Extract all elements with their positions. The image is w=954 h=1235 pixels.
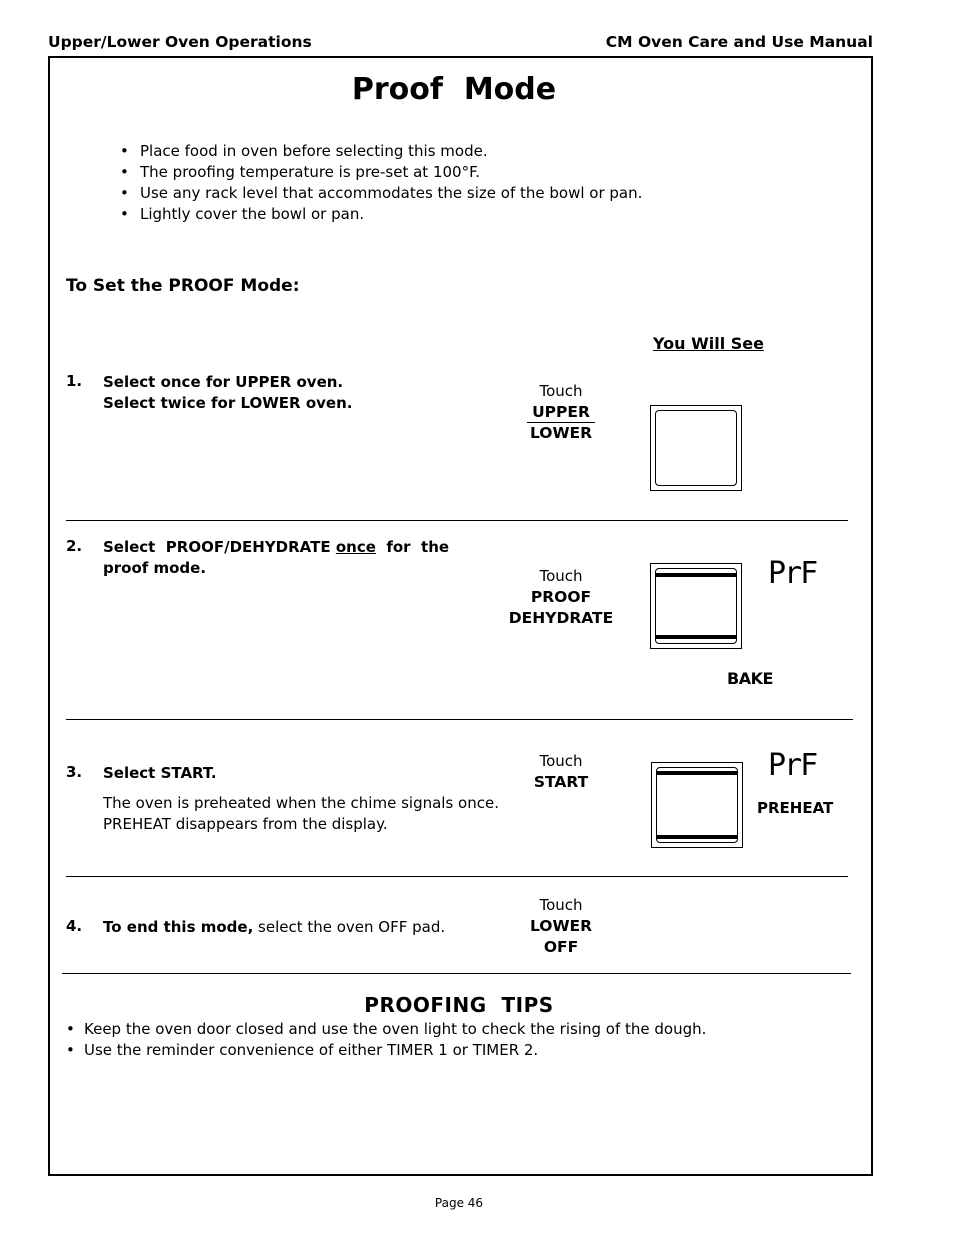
lower-pad-label: LOWER bbox=[529, 424, 593, 442]
step-2-once: once bbox=[335, 538, 376, 556]
list-item: • Place food in oven before selecting this mode. bbox=[120, 141, 642, 162]
section-subheading: To Set the PROOF Mode: bbox=[66, 276, 300, 296]
step-1-line-2: Select twice for LOWER oven. bbox=[103, 394, 353, 412]
step-1-touch-pad bbox=[496, 381, 626, 444]
display-prf: PrF bbox=[768, 748, 817, 783]
step-3-note bbox=[103, 793, 499, 835]
step-2-touch-pad bbox=[496, 566, 626, 629]
touch-label: Touch bbox=[539, 752, 583, 770]
page-title: Proof Mode bbox=[351, 72, 557, 107]
step-2-text-b: for the bbox=[375, 538, 450, 556]
step-4-bold: To end this mode, bbox=[103, 918, 254, 936]
step-1-text bbox=[103, 372, 352, 414]
upper-pad-label: UPPER bbox=[527, 402, 595, 423]
step-3-touch-pad bbox=[496, 751, 626, 793]
step-1-number: 1. bbox=[66, 372, 83, 390]
step-4-text bbox=[103, 917, 445, 938]
touch-label: Touch bbox=[539, 896, 583, 914]
step-3-number: 3. bbox=[66, 763, 83, 781]
step-3-note-1: The oven is preheated when the chime signals once. bbox=[103, 794, 499, 812]
touch-label: Touch bbox=[539, 567, 583, 585]
oven-display-proof bbox=[650, 563, 742, 649]
list-item: • The proofing temperature is pre-set at 100°F. bbox=[120, 162, 642, 183]
divider bbox=[66, 719, 853, 720]
bake-indicator: BAKE bbox=[727, 669, 773, 688]
intro-bullet-list bbox=[120, 141, 642, 225]
list-item: • Use any rack level that accommodates the size of the bowl or pan. bbox=[120, 183, 642, 204]
divider bbox=[66, 876, 848, 877]
oven-display-blank bbox=[650, 405, 742, 491]
lower-pad-label: LOWER bbox=[529, 917, 593, 935]
display-prf-flashing: PrF bbox=[768, 556, 817, 591]
header-section-title: Upper/Lower Oven Operations bbox=[48, 33, 312, 51]
divider bbox=[62, 973, 851, 974]
divider bbox=[66, 520, 848, 521]
tips-heading: PROOFING TIPS bbox=[364, 993, 554, 1017]
step-2-line-2: proof mode. bbox=[103, 559, 207, 577]
preheat-indicator: PREHEAT bbox=[757, 799, 834, 817]
oven-display-start bbox=[651, 762, 743, 848]
list-item: • Lightly cover the bowl or pan. bbox=[120, 204, 642, 225]
step-3-note-2: PREHEAT disappears from the display. bbox=[103, 815, 388, 833]
proof-pad-label: PROOF bbox=[530, 588, 592, 606]
step-4-rest: select the oven OFF pad. bbox=[253, 918, 446, 936]
step-4-touch-pad bbox=[496, 895, 626, 958]
start-pad-label: START bbox=[533, 773, 589, 791]
step-1-line-1: Select once for UPPER oven. bbox=[103, 373, 344, 391]
step-3-line-1: Select START. bbox=[103, 764, 217, 782]
list-item: • Use the reminder convenience of either TIMER 1 or TIMER 2. bbox=[66, 1040, 706, 1061]
step-2-text-a: Select PROOF/DEHYDRATE bbox=[103, 538, 336, 556]
dehydrate-pad-label: DEHYDRATE bbox=[508, 609, 614, 627]
tips-list bbox=[66, 1019, 706, 1061]
step-2-number: 2. bbox=[66, 537, 83, 555]
you-will-see-heading: You Will See bbox=[653, 334, 764, 353]
page-number: Page 46 bbox=[434, 1196, 484, 1210]
touch-label: Touch bbox=[539, 382, 583, 400]
off-pad-label: OFF bbox=[543, 938, 579, 956]
step-2-text bbox=[103, 537, 465, 579]
header-manual-title: CM Oven Care and Use Manual bbox=[605, 33, 873, 51]
list-item: • Keep the oven door closed and use the oven light to check the rising of the dough. bbox=[66, 1019, 706, 1040]
step-4-number: 4. bbox=[66, 917, 83, 935]
